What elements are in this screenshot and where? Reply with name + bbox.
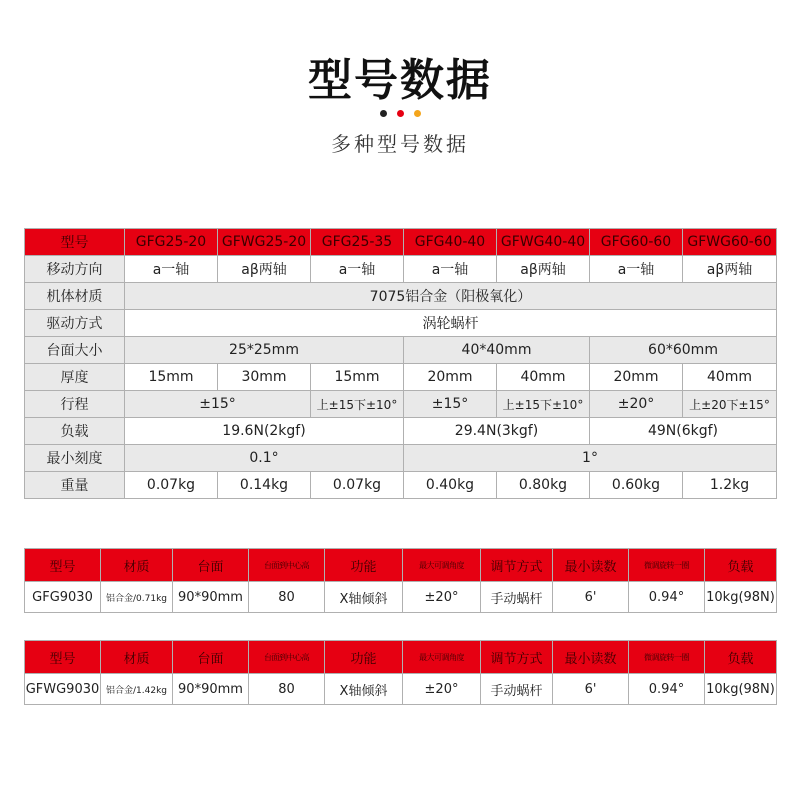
dot-red: [397, 110, 404, 117]
header-cell: 台面到中心高: [249, 549, 325, 582]
table-cell: 19.6N(2kgf): [125, 418, 404, 445]
table-row: [25, 445, 777, 472]
table-cell: 1°: [404, 445, 777, 472]
table-cell: 铝合金/1.42kg: [101, 674, 173, 705]
gfwg9030-table: [24, 640, 777, 705]
table-cell: 0.14kg: [218, 472, 311, 499]
table-row: [25, 418, 777, 445]
table-cell: 0.40kg: [404, 472, 497, 499]
table-cell: ±20°: [590, 391, 683, 418]
table-cell: ±20°: [403, 674, 481, 705]
table-cell: aβ两轴: [218, 256, 311, 283]
table-cell: ±15°: [404, 391, 497, 418]
table-row: [25, 674, 777, 705]
header-cell: 最小读数: [553, 549, 629, 582]
table-cell: aβ两轴: [683, 256, 777, 283]
table-cell: 0.07kg: [125, 472, 218, 499]
header-cell: GFG25-35: [311, 229, 404, 256]
page-subtitle: 多种型号数据: [331, 132, 469, 156]
table-cell: 30mm: [218, 364, 311, 391]
gfg9030-table: [24, 548, 777, 613]
table-cell: ±20°: [403, 582, 481, 613]
table-header-row: [25, 229, 777, 256]
header-cell: GFG60-60: [590, 229, 683, 256]
table-cell: 20mm: [590, 364, 683, 391]
table-cell: 铝合金/0.71kg: [101, 582, 173, 613]
header-cell: GFWG25-20: [218, 229, 311, 256]
header-cell: 台面: [173, 641, 249, 674]
table-header-row: [25, 641, 777, 674]
header-cell: 台面到中心高: [249, 641, 325, 674]
row-label: 负载: [25, 418, 125, 445]
table-row: [25, 283, 777, 310]
table-cell: 上±20下±15°: [683, 391, 777, 418]
table-row: [25, 472, 777, 499]
table-cell: 7075铝合金（阳极氧化）: [125, 283, 777, 310]
header-cell: GFWG40-40: [497, 229, 590, 256]
table-cell: 手动蜗杆: [481, 674, 553, 705]
row-label: 机体材质: [25, 283, 125, 310]
header-cell: 功能: [325, 549, 403, 582]
row-label: 厚度: [25, 364, 125, 391]
table-row: [25, 337, 777, 364]
table-row: [25, 310, 777, 337]
table-cell: 10kg(98N): [705, 674, 777, 705]
table-cell: X轴倾斜: [325, 582, 403, 613]
row-label: 最小刻度: [25, 445, 125, 472]
spec-table: [24, 228, 777, 499]
header-cell: 调节方式: [481, 549, 553, 582]
header-cell: GFWG60-60: [683, 229, 777, 256]
header-cell: 台面: [173, 549, 249, 582]
header-cell: GFG25-20: [125, 229, 218, 256]
table-cell: 40mm: [497, 364, 590, 391]
title-dots: [0, 110, 800, 117]
table-cell: 6': [553, 582, 629, 613]
table-header-row: [25, 549, 777, 582]
table-cell: 80: [249, 674, 325, 705]
page-title: 型号数据: [308, 55, 492, 106]
table-cell: 10kg(98N): [705, 582, 777, 613]
header-cell: 最小读数: [553, 641, 629, 674]
header-cell: 最大可调角度: [403, 641, 481, 674]
table-row: [25, 391, 777, 418]
table-cell: 手动蜗杆: [481, 582, 553, 613]
table-cell: 40*40mm: [404, 337, 590, 364]
row-label: 重量: [25, 472, 125, 499]
table-row: [25, 256, 777, 283]
table-cell: 49N(6kgf): [590, 418, 777, 445]
table-cell: 90*90mm: [173, 582, 249, 613]
table-cell: 6': [553, 674, 629, 705]
table-cell: 0.94°: [629, 582, 705, 613]
table-row: [25, 582, 777, 613]
table-cell: a一轴: [590, 256, 683, 283]
table-cell: 0.60kg: [590, 472, 683, 499]
row-label: 行程: [25, 391, 125, 418]
table-cell: a一轴: [311, 256, 404, 283]
table-cell: 上±15下±10°: [311, 391, 404, 418]
table-cell: 29.4N(3kgf): [404, 418, 590, 445]
table-row: [25, 364, 777, 391]
table-cell: 80: [249, 582, 325, 613]
header-cell: 调节方式: [481, 641, 553, 674]
table-cell: 0.80kg: [497, 472, 590, 499]
header-cell: 型号: [25, 229, 125, 256]
table-cell: 25*25mm: [125, 337, 404, 364]
row-label: 台面大小: [25, 337, 125, 364]
table-cell: GFG9030: [25, 582, 101, 613]
table-cell: 0.1°: [125, 445, 404, 472]
table-cell: a一轴: [404, 256, 497, 283]
header-cell: 微调旋转一圈: [629, 549, 705, 582]
table-cell: 1.2kg: [683, 472, 777, 499]
table-cell: GFWG9030: [25, 674, 101, 705]
dot-orange: [414, 110, 421, 117]
table-cell: 0.94°: [629, 674, 705, 705]
table-cell: 15mm: [311, 364, 404, 391]
table-cell: X轴倾斜: [325, 674, 403, 705]
header-cell: 材质: [101, 641, 173, 674]
header-cell: 型号: [25, 549, 101, 582]
header-cell: 负载: [705, 641, 777, 674]
table-cell: 上±15下±10°: [497, 391, 590, 418]
header-cell: 最大可调角度: [403, 549, 481, 582]
table-cell: aβ两轴: [497, 256, 590, 283]
header-cell: 负载: [705, 549, 777, 582]
dot-black: [380, 110, 387, 117]
header-cell: 材质: [101, 549, 173, 582]
table-cell: 涡轮蜗杆: [125, 310, 777, 337]
row-label: 驱动方式: [25, 310, 125, 337]
header-cell: 功能: [325, 641, 403, 674]
table-cell: 90*90mm: [173, 674, 249, 705]
header-cell: 型号: [25, 641, 101, 674]
table-cell: ±15°: [125, 391, 311, 418]
table-cell: a一轴: [125, 256, 218, 283]
header-cell: 微调旋转一圈: [629, 641, 705, 674]
table-cell: 60*60mm: [590, 337, 777, 364]
table-cell: 15mm: [125, 364, 218, 391]
row-label: 移动方向: [25, 256, 125, 283]
table-cell: 40mm: [683, 364, 777, 391]
table-cell: 20mm: [404, 364, 497, 391]
header-cell: GFG40-40: [404, 229, 497, 256]
table-cell: 0.07kg: [311, 472, 404, 499]
